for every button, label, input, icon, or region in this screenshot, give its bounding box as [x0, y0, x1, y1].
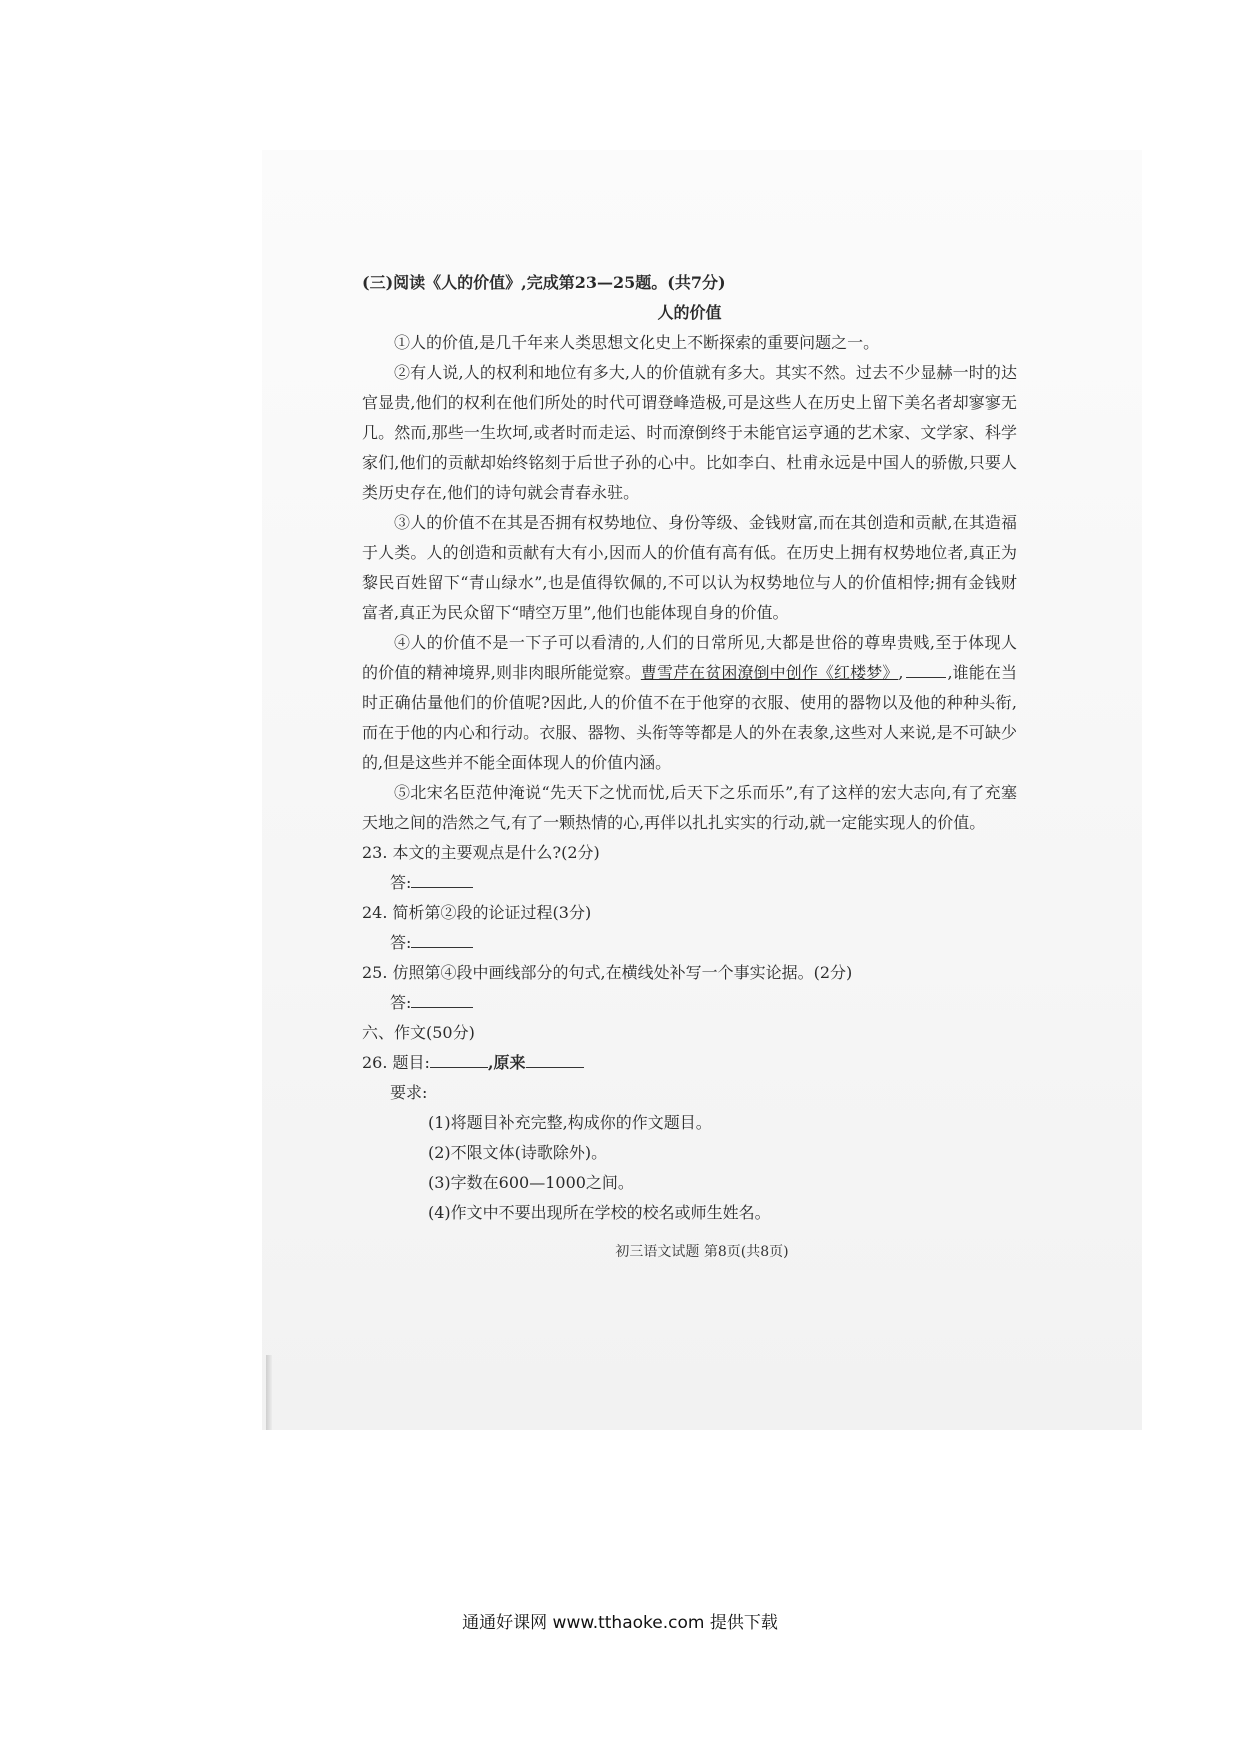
paragraph-4-text-c: ,谁能在当时正确估量他们的价值呢?因此,人的价值不在于他穿的衣服、使用的器物以及他的种种头衔,而在于他的内心和行动。衣服、器物、头衔等等都是人的外在表象,这些对人来说,是不可缺少的,但是这些并不能全面体现人的价值内涵。: [362, 663, 1017, 772]
paragraph-4-text-a: ④人的价值不是一下子可以看清的,人们的日常所见,大都是世俗的尊卑贵贱,至于体现人的价值的精神境界,则非肉眼所能觉察。: [362, 633, 1017, 682]
requirements-label: 要求:: [390, 1083, 428, 1102]
section-heading: (三)阅读《人的价值》,完成第23—25题。(共7分): [362, 273, 726, 292]
answer-blank[interactable]: [411, 989, 473, 1008]
topic-blank-1[interactable]: [430, 1049, 488, 1068]
paragraph-2: ②有人说,人的权利和地位有多大,人的价值就有多大。其实不然。过去不少显赫一时的达官显贵,他们的权利在他们所处的时代可谓登峰造极,可是这些人在历史上留下美名者却寥寥无几。然而,那些一生坎坷,或者时而走运、时而潦倒终于未能官运亨通的艺术家、文学家、科学家们,他们的贡献却始终铭刻于后世子孙的心中。比如李白、杜甫永远是中国人的骄傲,只要人类历史存在,他们的诗句就会青春永驻。: [362, 363, 1017, 502]
requirement-item: (1)将题目补充完整,构成你的作文题目。: [428, 1113, 712, 1132]
answer-label: 答:: [390, 993, 412, 1012]
requirement-item: (4)作文中不要出现所在学校的校名或师生姓名。: [428, 1203, 771, 1222]
fill-in-blank[interactable]: [906, 661, 946, 678]
paragraph-4-comma: ,: [898, 663, 904, 682]
requirement-item: (2)不限文体(诗歌除外)。: [428, 1143, 608, 1162]
topic-word: ,原来: [487, 1053, 526, 1072]
question-24: 24. 简析第②段的论证过程(3分): [362, 903, 592, 922]
paragraph-5: ⑤北宋名臣范仲淹说“先天下之忧而忧,后天下之乐而乐”,有了这样的宏大志向,有了充塞天地之间的浩然之气,有了一颗热情的心,再伴以扎扎实实的行动,就一定能实现人的价值。: [362, 783, 1017, 832]
essay-topic-line: [362, 1048, 1017, 1078]
answer-blank[interactable]: [411, 869, 473, 888]
page-footer: 初三语文试题 第8页(共8页): [615, 1244, 789, 1260]
answer-label: 答:: [390, 873, 412, 892]
site-footer: 通通好课网 www.tthaoke.com 提供下载: [462, 1613, 778, 1633]
essay-heading: 六、作文(50分): [362, 1023, 475, 1042]
scan-edge-shadow: [266, 1355, 272, 1430]
paragraph-1: ①人的价值,是几千年来人类思想文化史上不断探索的重要问题之一。: [394, 333, 880, 352]
paragraph-3: ③人的价值不在其是否拥有权势地位、身份等级、金钱财富,而在其创造和贡献,在其造福于人类。人的创造和贡献有大有小,因而人的价值有高有低。在历史上拥有权势地位者,真正为黎民百姓留下“青山绿水”,也是值得钦佩的,不可以认为权势地位与人的价值相悖;拥有金钱财富者,真正为民众留下“晴空万里”,他们也能体现自身的价值。: [362, 513, 1017, 622]
answer-25: [390, 988, 1017, 1018]
requirement-item: (3)字数在600—1000之间。: [428, 1173, 634, 1192]
question-23: 23. 本文的主要观点是什么?(2分): [362, 843, 600, 862]
underlined-sentence: 曹雪芹在贫困潦倒中创作《红楼梦》: [640, 663, 899, 682]
paragraph-4: [362, 628, 1017, 778]
question-25: 25. 仿照第④段中画线部分的句式,在横线处补写一个事实论据。(2分): [362, 963, 853, 982]
topic-prefix: 26. 题目:: [362, 1053, 430, 1072]
exam-content: [362, 268, 1017, 1228]
answer-24: [390, 928, 1017, 958]
topic-blank-2[interactable]: [526, 1049, 584, 1068]
answer-blank[interactable]: [411, 929, 473, 948]
answer-label: 答:: [390, 933, 412, 952]
answer-23: [390, 868, 1017, 898]
article-title: 人的价值: [657, 303, 722, 322]
